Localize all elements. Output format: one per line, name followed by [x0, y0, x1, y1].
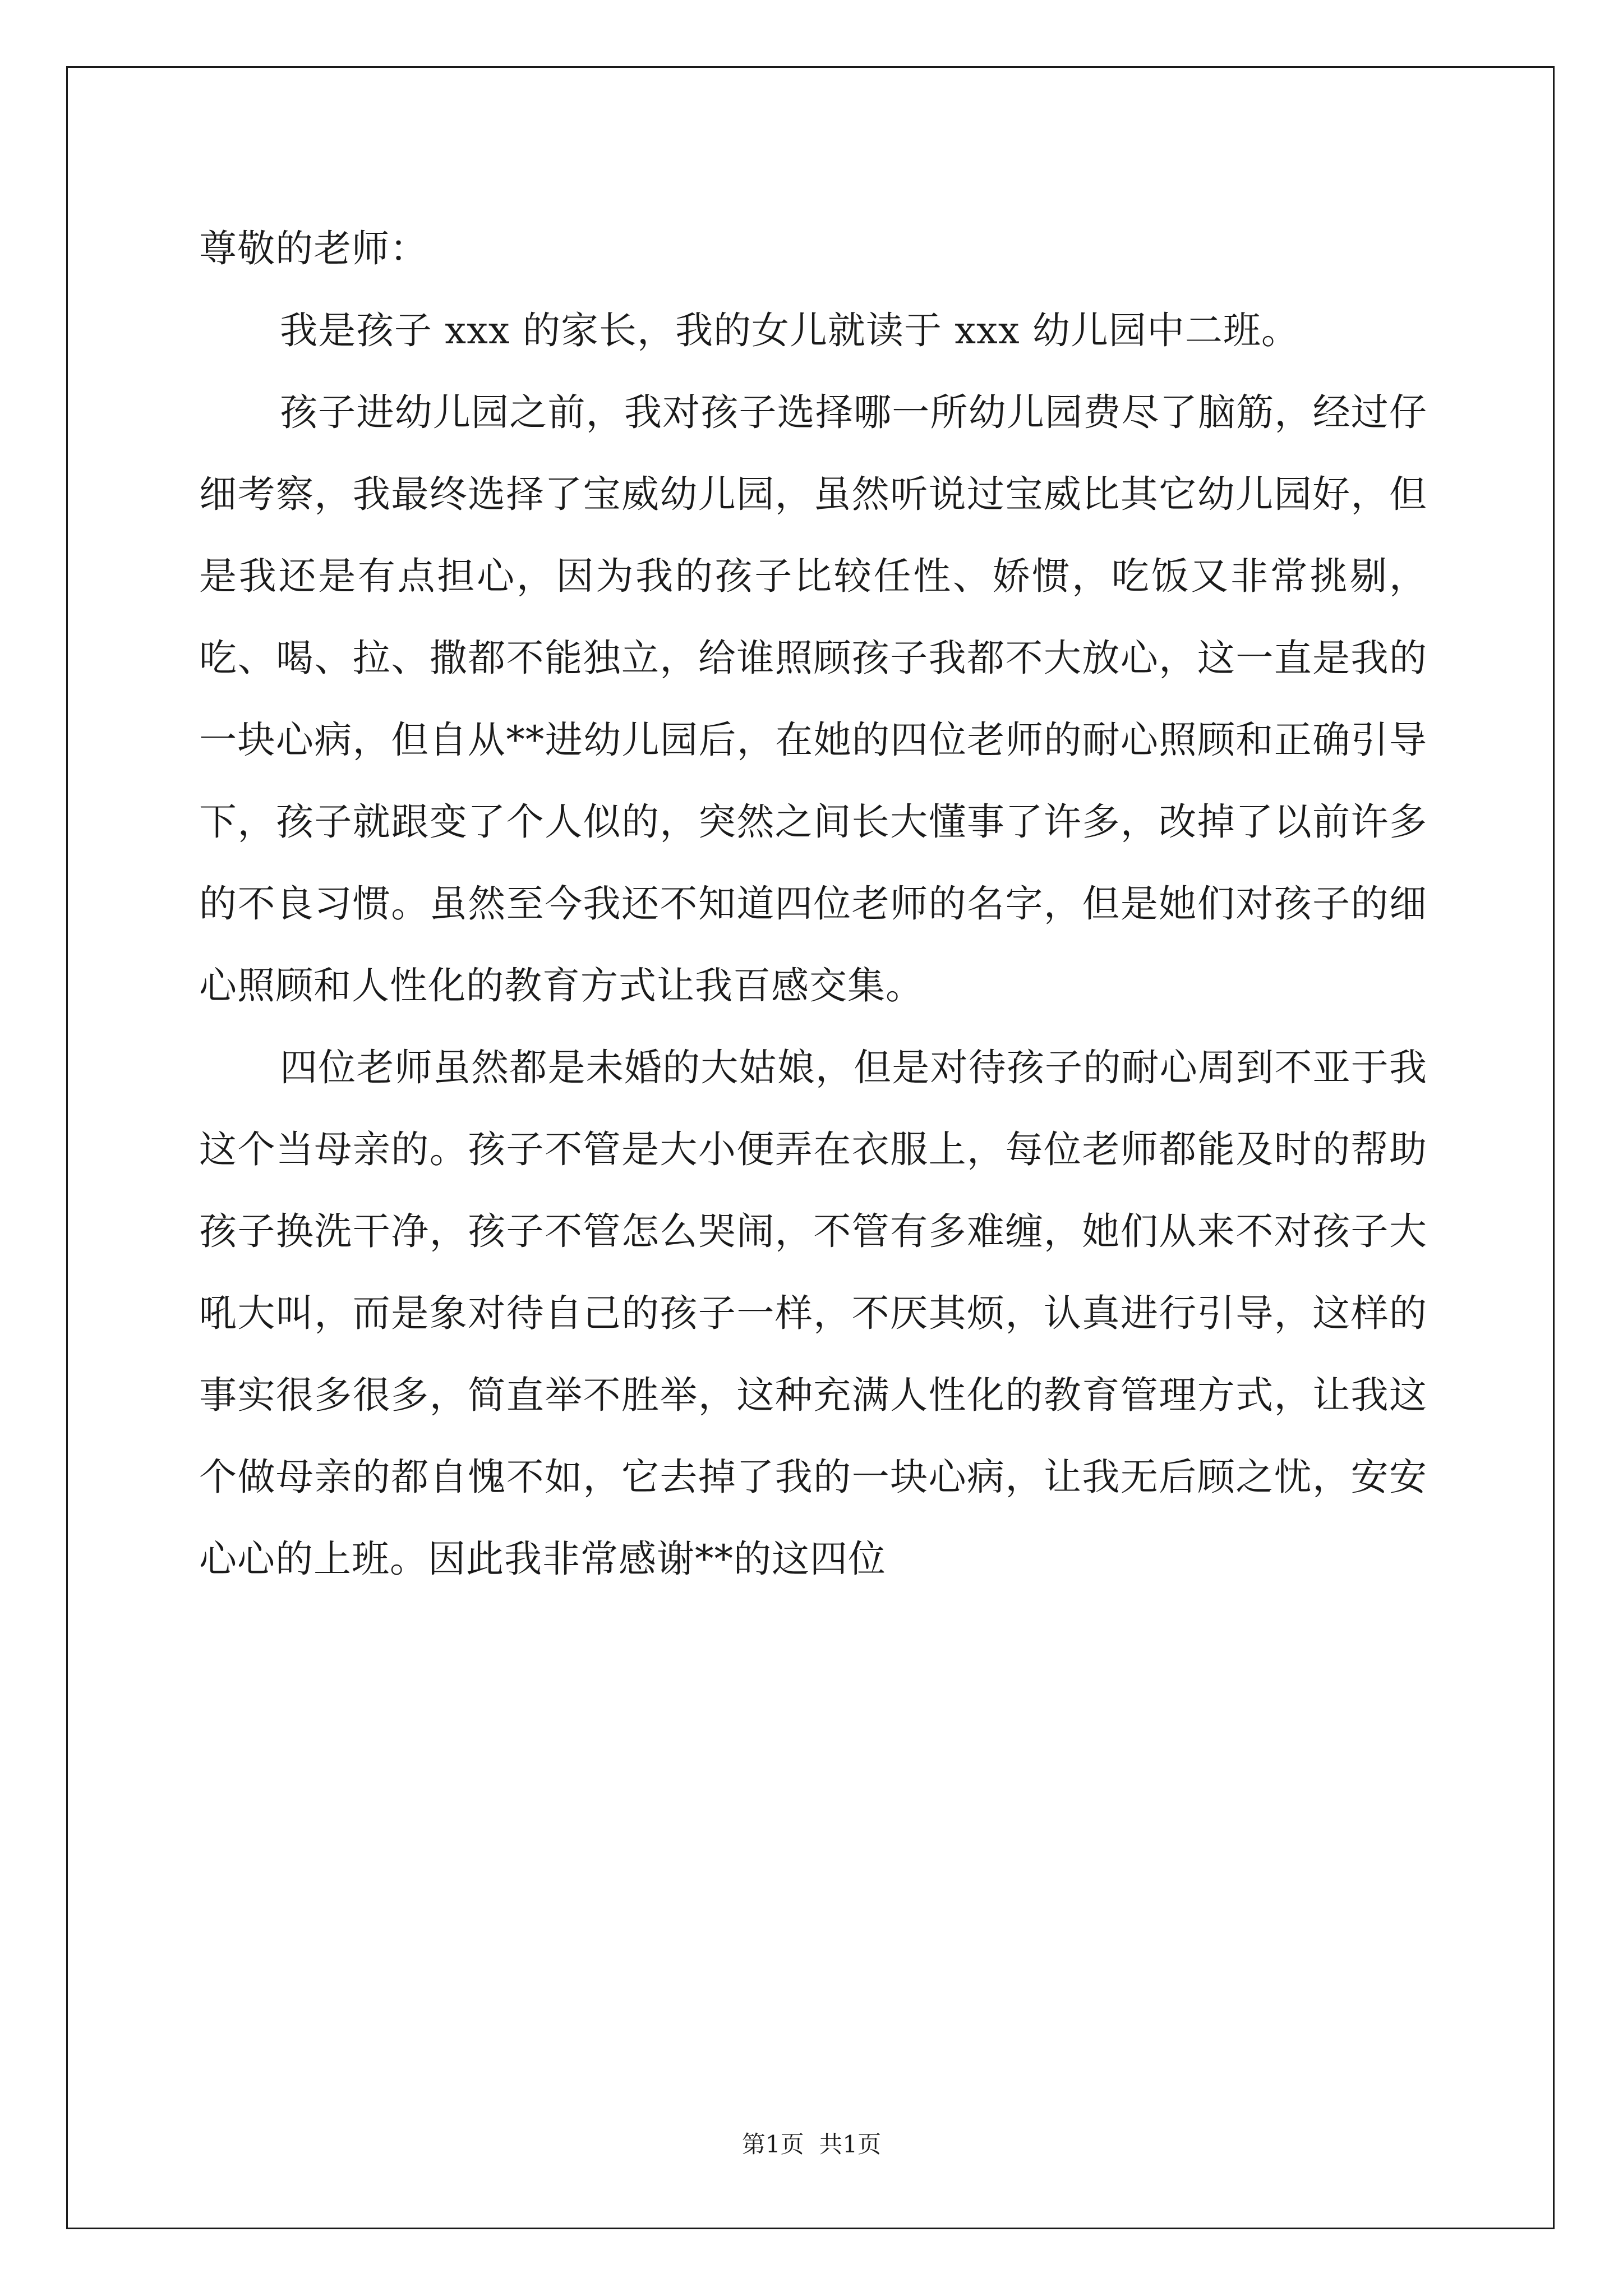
- salutation: 尊敬的老师：: [199, 227, 428, 270]
- letter-body: [199, 208, 1427, 1600]
- paragraph-3: 四位老师虽然都是未婚的大姑娘，但是对待孩子的耐心周到不亚于我这个当母亲的。孩子不管是大小便弄在衣服上，每位老师都能及时的帮助孩子换洗干净，孩子不管怎么哭闹，不管有多难缠，她们从来不对孩子大吼大叫，而是象对待自己的孩子一样，不厌其烦，认真进行引导，这样的事实很多很多，简直举不胜举，这种充满人性化的教育管理方式，让我这个做母亲的都自愧不如，它去掉了我的一块心病，让我无后顾之忧，安安心心的上班。因此我非常感谢**的这四位: [199, 1046, 1427, 1581]
- page-footer: 第1页 共1页: [741, 2131, 882, 2158]
- paragraph-2: 孩子进幼儿园之前，我对孩子选择哪一所幼儿园费尽了脑筋，经过仔细考察，我最终选择了宝威幼儿园，虽然听说过宝威比其它幼儿园好，但是我还是有点担心，因为我的孩子比较任性、娇惯，吃饭又非常挑剔，吃、喝、拉、撒都不能独立，给谁照顾孩子我都不大放心，这一直是我的一块心病，但自从**进幼儿园后，在她的四位老师的耐心照顾和正确引导下，孩子就跟变了个人似的，突然之间长大懂事了许多，改掉了以前许多的不良习惯。虽然至今我还不知道四位老师的名字，但是她们对孩子的细心照顾和人性化的教育方式让我百感交集。: [199, 390, 1427, 1007]
- paragraph-1: 我是孩子 xxx 的家长，我的女儿就读于 xxx 幼儿园中二班。: [280, 309, 1299, 352]
